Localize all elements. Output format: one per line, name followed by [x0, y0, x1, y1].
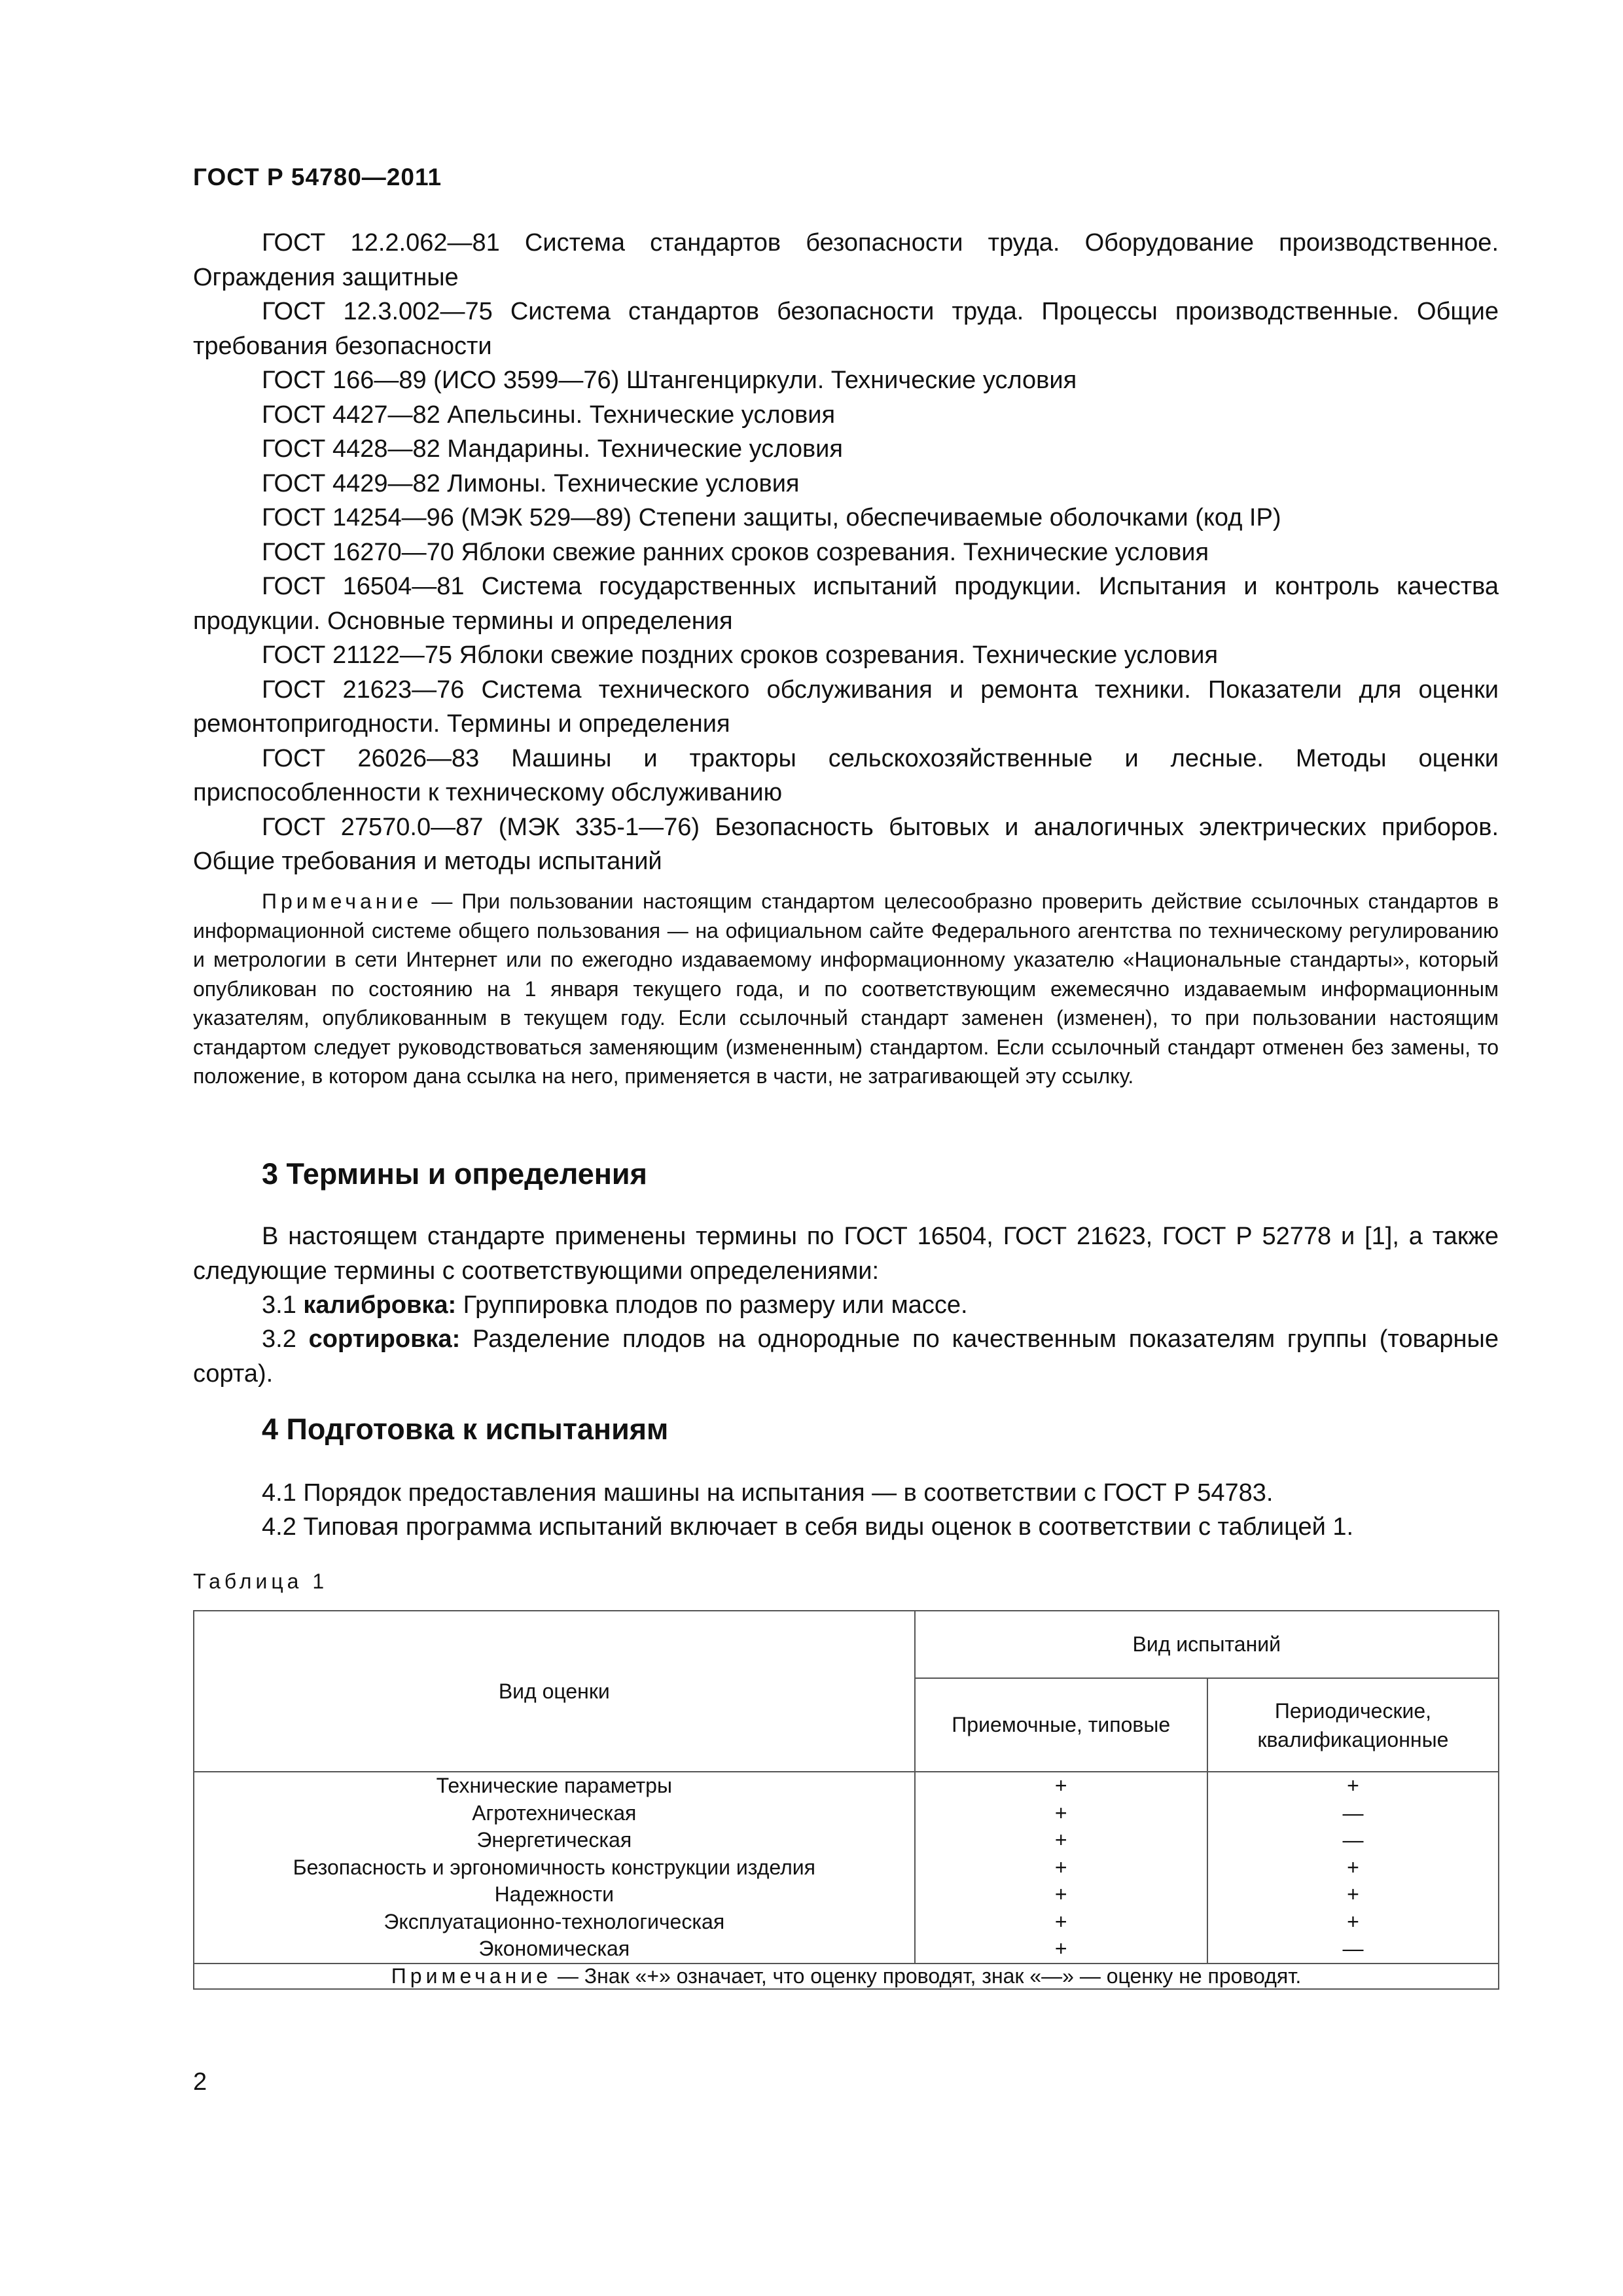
term-number: 3.1 [262, 1291, 304, 1319]
table-mark: + [1054, 1801, 1067, 1825]
reference-item: ГОСТ 26026—83 Машины и тракторы сельскохозяйственные и лесные. Методы оценки приспособленности к техническому обслуживанию [193, 744, 1499, 806]
table-row-name: Эксплуатационно-технологическая [383, 1909, 725, 1933]
page-number: 2 [193, 2068, 207, 2096]
evaluation-names-cell [194, 1772, 915, 1964]
section-4-title: 4 Подготовка к испытаниям [262, 1412, 669, 1446]
section-3-title: 3 Термины и определения [262, 1157, 647, 1191]
table-note [194, 1964, 1499, 1989]
table-row-name: Экономическая [478, 1937, 630, 1960]
reference-item: ГОСТ 21623—76 Система технического обслуживания и ремонта техники. Показатели для оценки ремонтопригодности. Термины и определения [193, 675, 1499, 738]
table-mark: + [1054, 1909, 1067, 1933]
table-row-name: Энергетическая [476, 1828, 632, 1852]
note-label: Примечание [262, 889, 423, 913]
reference-item: ГОСТ 16270—70 Яблоки свежие ранних сроков созревания. Технические условия [262, 538, 1209, 566]
table-note-label: Примечание [391, 1964, 552, 1988]
term-sorting [193, 1322, 1499, 1391]
reference-item: ГОСТ 4427—82 Апельсины. Технические условия [262, 401, 836, 429]
table-mark: + [1054, 1882, 1067, 1906]
document-header: ГОСТ Р 54780—2011 [193, 164, 442, 190]
term-number: 3.2 [262, 1325, 309, 1353]
table-row-name: Агротехническая [472, 1801, 637, 1825]
reference-item: ГОСТ 4429—82 Лимоны. Технические условия [262, 469, 800, 497]
term-name: сортировка: [308, 1325, 461, 1353]
header-periodic-text: Периодические, квалификационные [1257, 1698, 1449, 1751]
table-row-name: Надежности [494, 1882, 614, 1906]
table-mark: — [1342, 1828, 1364, 1852]
table-note-text: — Знак «+» означает, что оценку проводят, знак «—» — оценку не проводят. [552, 1964, 1302, 1988]
term-calibration [193, 1288, 1499, 1323]
normative-references [193, 226, 1499, 879]
header-test-type: Вид испытаний [915, 1611, 1499, 1678]
section-3-intro: В настоящем стандарте применены термины по ГОСТ 16504, ГОСТ 21623, ГОСТ Р 52778 и [1], а также следующие термины с соответствующими определениями: [193, 1223, 1499, 1285]
references-note [193, 887, 1499, 1091]
table-row-name: Технические параметры [436, 1774, 672, 1797]
table-caption: Таблица 1 [193, 1570, 329, 1593]
table-mark: + [1347, 1855, 1359, 1879]
reference-item: ГОСТ 27570.0—87 (МЭК 335-1—76) Безопасность бытовых и аналогичных электрических приборов. Общие требования и методы испытаний [193, 813, 1499, 875]
term-definition: Разделение плодов на однородные по качественным показателям группы (товарные сорта). [193, 1325, 1499, 1388]
reference-item: ГОСТ 12.2.062—81 Система стандартов безопасности труда. Оборудование производственное. Ограждения защитные [193, 229, 1499, 291]
header-evaluation-type: Вид оценки [194, 1611, 915, 1772]
reference-item: ГОСТ 12.3.002—75 Система стандартов безопасности труда. Процессы производственные. Общие требования безопасности [193, 298, 1499, 360]
header-periodic [1207, 1678, 1499, 1772]
table-mark: + [1054, 1828, 1067, 1852]
section-4-p2: 4.2 Типовая программа испытаний включает в себя виды оценок в соответствии с таблицей 1. [262, 1513, 1354, 1541]
note-text: — При пользовании настоящим стандартом целесообразно проверить действие ссылочных стандартов в информационной системе общего пользования — на официальном сайте Федерального агентства по техническому регулированию и метрологии в сети Интернет или по ежегодно издаваемому информационному указателю «Национальные стандарты», который опубликован по состоянию на 1 января текущего года, и по соответствующим ежемесячно издаваемым информационным указателям, опубликованным в текущем году. Если ссылочный стандарт заменен (изменен), то при пользовании настоящим стандартом следует руководствоваться заменяющим (измененным) стандартом. Если ссылочный стандарт отменен без замены, то положение, в котором дана ссылка на него, применяется в части, не затрагивающей эту ссылку. [193, 889, 1499, 1088]
term-definition: Группировка плодов по размеру или массе. [456, 1291, 968, 1319]
term-name: калибровка: [303, 1291, 457, 1319]
table-mark: + [1347, 1909, 1359, 1933]
reference-item: ГОСТ 21122—75 Яблоки свежие поздних сроков созревания. Технические условия [262, 641, 1219, 669]
table-mark: + [1054, 1774, 1067, 1797]
table-row-name: Безопасность и эргономичность конструкции изделия [293, 1855, 815, 1879]
table-mark: + [1054, 1937, 1067, 1960]
reference-item: ГОСТ 14254—96 (МЭК 529—89) Степени защиты, обеспечиваемые оболочками (код IP) [262, 504, 1281, 531]
reference-item: ГОСТ 4428—82 Мандарины. Технические условия [262, 435, 843, 463]
evaluation-table [193, 1610, 1499, 1990]
table-mark: + [1347, 1882, 1359, 1906]
reference-item: ГОСТ 166—89 (ИСО 3599—76) Штангенциркули. Технические условия [262, 367, 1077, 394]
header-acceptance: Приемочные, типовые [915, 1678, 1207, 1772]
acceptance-marks-cell [915, 1772, 1207, 1964]
section-4-p1: 4.1 Порядок предоставления машины на испытания — в соответствии с ГОСТ Р 54783. [262, 1479, 1274, 1507]
table-mark: + [1054, 1855, 1067, 1879]
table-mark: — [1342, 1801, 1364, 1825]
table-mark: + [1347, 1774, 1359, 1797]
table-mark: — [1342, 1937, 1364, 1960]
periodic-marks-cell [1207, 1772, 1499, 1964]
reference-item: ГОСТ 16504—81 Система государственных испытаний продукции. Испытания и контроль качества продукции. Основные термины и определения [193, 573, 1499, 635]
